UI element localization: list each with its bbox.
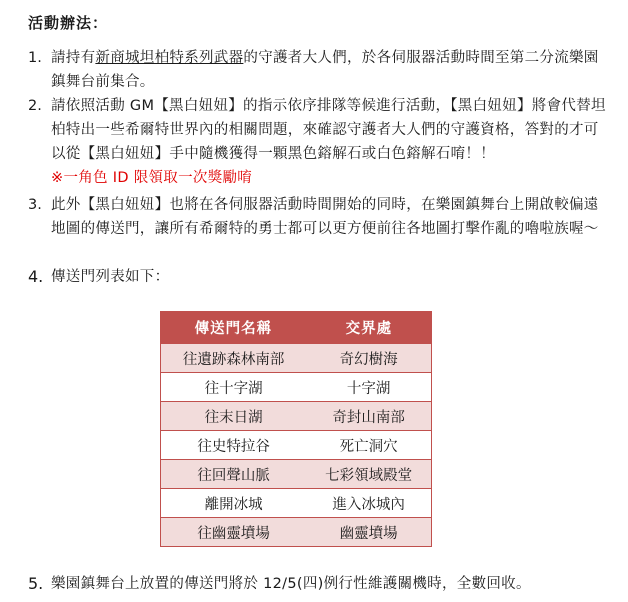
portal-name-cell: 往十字湖 [161,373,307,402]
table-row [161,431,432,460]
border-cell: 死亡洞穴 [306,431,431,460]
table-row [161,518,432,547]
list-item-3 [28,193,608,241]
item-number: 3. [28,197,42,213]
border-cell: 奇幻樹海 [306,344,431,373]
portal-name-cell: 往遺跡森林南部 [161,344,307,373]
table-row [161,489,432,518]
item-text-post: 的守護者大人們，於各伺服器活動時間至第二分流樂園鎮舞台前集合。 [51,50,599,90]
border-cell: 幽靈墳場 [306,518,431,547]
table-row [161,373,432,402]
item-text: 請依照活動 GM【黑白妞妞】的指示依序排隊等候進行活動，【黑白妞妞】將會代替坦柏特出一些希爾特世界內的相關問題，來確認守護者大人們的守護資格，答對的才可以從【黑白妞妞】手中隨機獲得一顆黑色鎔解石或白色鎔解石唷！！ [51,98,606,162]
table-row [161,344,432,373]
column-header-border: 交界處 [306,312,431,344]
item-text: 樂園鎮舞台上放置的傳送門將於 12/5(四)例行性維護關機時，全數回收。 [51,576,531,592]
column-header-portal-name: 傳送門名稱 [161,312,307,344]
table-row [161,460,432,489]
border-cell: 進入冰城內 [306,489,431,518]
border-cell: 七彩領域殿堂 [306,460,431,489]
item-text: 此外【黑白妞妞】也將在各伺服器活動時間開始的同時，在樂園鎮舞台上開啟較偏遠地圖的傳送門，讓所有希爾特的勇士都可以更方便前往各地圖打擊作亂的嚕啦族喔～ [51,197,599,237]
item-text: 傳送門列表如下： [51,269,170,285]
portal-name-cell: 離開冰城 [161,489,307,518]
list-item-1 [28,46,608,94]
table-row [161,402,432,431]
portal-table [160,311,432,547]
list-item-2 [28,94,608,190]
limit-note: ※一角色 ID 限領取一次獎勵唷 [51,170,253,186]
border-cell: 十字湖 [306,373,431,402]
item-number: 2. [28,98,42,114]
portal-name-cell: 往末日湖 [161,402,307,431]
list-item-4 [28,265,608,289]
border-cell: 奇封山南部 [306,402,431,431]
item-number: 1. [28,50,42,66]
table-header-row [161,312,432,344]
item-number: 4. [28,267,44,286]
item-text-pre: 請持有 [51,50,96,66]
portal-name-cell: 往幽靈墳場 [161,518,307,547]
section-heading: 活動辦法： [28,14,109,32]
portal-name-cell: 往回聲山脈 [161,460,307,489]
item-number: 5. [28,574,44,593]
list-item-5 [28,572,608,596]
weapon-series-link[interactable]: 新商城坦柏特系列武器 [95,50,244,66]
portal-name-cell: 往史特拉谷 [161,431,307,460]
